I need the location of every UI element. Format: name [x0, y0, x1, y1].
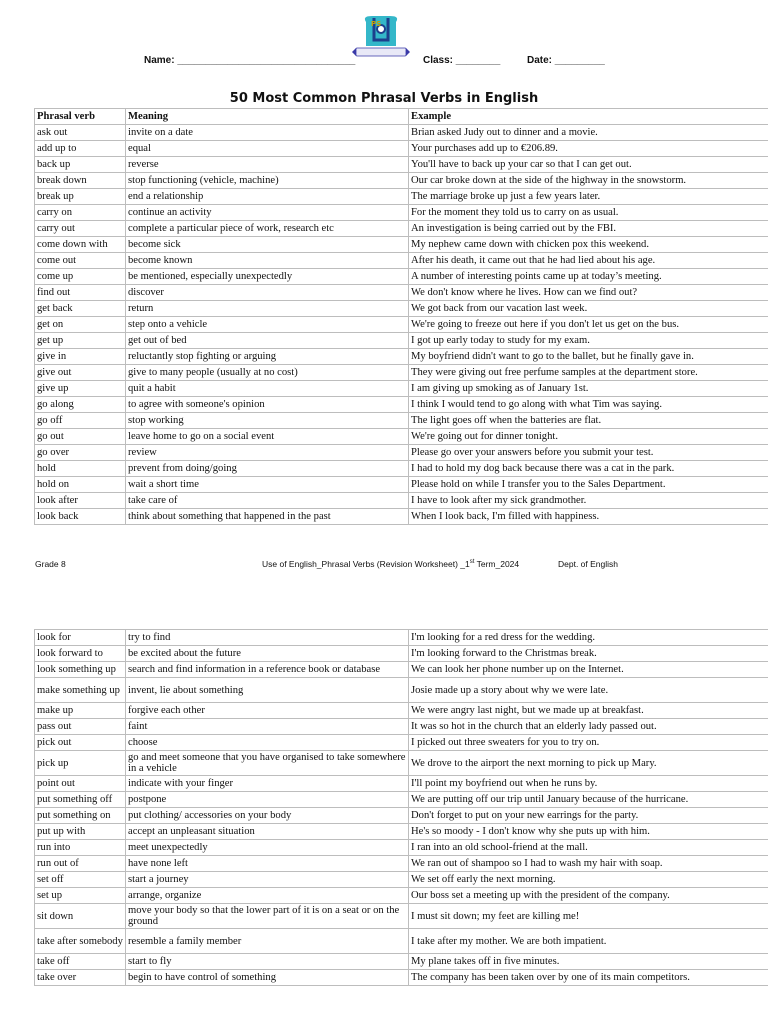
meaning-cell: to agree with someone's opinion: [126, 397, 409, 413]
table-row: [35, 929, 768, 954]
table-row: [35, 461, 768, 477]
table-row: [35, 954, 768, 970]
table-row: [35, 872, 768, 888]
phrasal-verb-cell: make up: [35, 703, 126, 719]
meaning-cell: have none left: [126, 856, 409, 872]
example-cell: We ran out of shampoo so I had to wash my hair with soap.: [409, 856, 768, 872]
table-row: [35, 509, 768, 525]
example-cell: We don't know where he lives. How can we find out?: [409, 285, 768, 301]
table-row: [35, 678, 768, 703]
phrasal-verb-cell: put up with: [35, 824, 126, 840]
example-cell: I picked out three sweaters for you to try on.: [409, 735, 768, 751]
meaning-cell: review: [126, 445, 409, 461]
meaning-cell: get out of bed: [126, 333, 409, 349]
phrasal-verb-cell: break up: [35, 189, 126, 205]
class-field[interactable]: Class: ________: [423, 55, 501, 66]
phrasal-verb-cell: go along: [35, 397, 126, 413]
meaning-cell: be excited about the future: [126, 646, 409, 662]
name-field[interactable]: Name: ________________________________: [144, 55, 356, 66]
table-row: [35, 776, 768, 792]
phrasal-verb-cell: go off: [35, 413, 126, 429]
example-cell: We're going to freeze out here if you don't let us get on the bus.: [409, 317, 768, 333]
meaning-cell: try to find: [126, 630, 409, 646]
phrasal-verb-cell: put something on: [35, 808, 126, 824]
meaning-cell: end a relationship: [126, 189, 409, 205]
example-cell: The light goes off when the batteries are flat.: [409, 413, 768, 429]
example-cell: I am giving up smoking as of January 1st.: [409, 381, 768, 397]
phrasal-verb-cell: pick out: [35, 735, 126, 751]
example-cell: Please hold on while I transfer you to the Sales Department.: [409, 477, 768, 493]
table-row: [35, 349, 768, 365]
table-row: [35, 269, 768, 285]
example-cell: The marriage broke up just a few years later.: [409, 189, 768, 205]
meaning-cell: become known: [126, 253, 409, 269]
svg-text:PS: PS: [371, 20, 382, 28]
phrasal-verb-cell: take off: [35, 954, 126, 970]
phrasal-verb-cell: come down with: [35, 237, 126, 253]
example-cell: We got back from our vacation last week.: [409, 301, 768, 317]
table-row: [35, 333, 768, 349]
meaning-cell: leave home to go on a social event: [126, 429, 409, 445]
example-cell: I must sit down; my feet are killing me!: [409, 904, 768, 929]
phrasal-verb-cell: look after: [35, 493, 126, 509]
footer-course: [262, 559, 519, 569]
table-row: [35, 751, 768, 776]
meaning-cell: indicate with your finger: [126, 776, 409, 792]
meaning-cell: go and meet someone that you have organised to take somewhere in a vehicle: [126, 751, 409, 776]
table-row: [35, 413, 768, 429]
meaning-cell: invent, lie about something: [126, 678, 409, 703]
example-cell: A number of interesting points came up at today’s meeting.: [409, 269, 768, 285]
meaning-cell: think about something that happened in the past: [126, 509, 409, 525]
footer-course-text: Use of English_Phrasal Verbs (Revision Worksheet) _1: [262, 559, 470, 569]
phrasal-verb-cell: set up: [35, 888, 126, 904]
meaning-cell: step onto a vehicle: [126, 317, 409, 333]
school-logo: [352, 12, 410, 58]
example-cell: For the moment they told us to carry on as usual.: [409, 205, 768, 221]
example-cell: We are putting off our trip until January because of the hurricane.: [409, 792, 768, 808]
example-cell: Our car broke down at the side of the highway in the snowstorm.: [409, 173, 768, 189]
table-row: [35, 189, 768, 205]
phrasal-verb-cell: ask out: [35, 125, 126, 141]
meaning-cell: reverse: [126, 157, 409, 173]
table-row: [35, 646, 768, 662]
table-row: [35, 735, 768, 751]
footer-course-sup: st: [469, 559, 475, 566]
table-row: [35, 381, 768, 397]
table-row: [35, 719, 768, 735]
table-row: [35, 173, 768, 189]
table-row: [35, 285, 768, 301]
phrasal-verb-cell: hold: [35, 461, 126, 477]
example-cell: Don't forget to put on your new earrings for the party.: [409, 808, 768, 824]
table-row: [35, 221, 768, 237]
meaning-cell: faint: [126, 719, 409, 735]
meaning-cell: search and find information in a reference book or database: [126, 662, 409, 678]
meaning-cell: equal: [126, 141, 409, 157]
example-cell: I'm looking forward to the Christmas break.: [409, 646, 768, 662]
example-cell: I'm looking for a red dress for the wedding.: [409, 630, 768, 646]
page-footer: [0, 559, 768, 571]
table-row: [35, 888, 768, 904]
meaning-cell: become sick: [126, 237, 409, 253]
meaning-cell: continue an activity: [126, 205, 409, 221]
phrasal-verb-cell: look forward to: [35, 646, 126, 662]
phrasal-verb-cell: look for: [35, 630, 126, 646]
phrasal-verb-cell: sit down: [35, 904, 126, 929]
phrasal-verb-cell: put something off: [35, 792, 126, 808]
meaning-cell: prevent from doing/going: [126, 461, 409, 477]
meaning-cell: start a journey: [126, 872, 409, 888]
example-cell: My nephew came down with chicken pox this weekend.: [409, 237, 768, 253]
phrasal-verb-cell: give in: [35, 349, 126, 365]
meaning-cell: accept an unpleasant situation: [126, 824, 409, 840]
table-row: [35, 429, 768, 445]
meaning-cell: reluctantly stop fighting or arguing: [126, 349, 409, 365]
phrasal-verb-cell: pick up: [35, 751, 126, 776]
meaning-cell: postpone: [126, 792, 409, 808]
example-cell: They were giving out free perfume samples at the department store.: [409, 365, 768, 381]
example-cell: You'll have to back up your car so that I can get out.: [409, 157, 768, 173]
column-header-example: Example: [409, 109, 768, 125]
worksheet-title: 50 Most Common Phrasal Verbs in English: [229, 91, 539, 106]
meaning-cell: stop functioning (vehicle, machine): [126, 173, 409, 189]
footer-course-term: Term_2024: [474, 559, 520, 569]
table-row: [35, 477, 768, 493]
meaning-cell: wait a short time: [126, 477, 409, 493]
meaning-cell: stop working: [126, 413, 409, 429]
column-header-meaning: Meaning: [126, 109, 409, 125]
phrasal-verb-cell: get on: [35, 317, 126, 333]
meaning-cell: meet unexpectedly: [126, 840, 409, 856]
table-row: [35, 856, 768, 872]
student-info-row: [0, 55, 768, 69]
meaning-cell: forgive each other: [126, 703, 409, 719]
phrasal-verb-cell: break down: [35, 173, 126, 189]
table-row: [35, 205, 768, 221]
phrasal-verb-cell: give up: [35, 381, 126, 397]
footer-department: Dept. of English: [558, 559, 619, 569]
phrasal-verb-cell: give out: [35, 365, 126, 381]
example-cell: I'll point my boyfriend out when he runs by.: [409, 776, 768, 792]
table-row: [35, 662, 768, 678]
phrasal-verb-cell: take over: [35, 970, 126, 986]
example-cell: Brian asked Judy out to dinner and a movie.: [409, 125, 768, 141]
meaning-cell: start to fly: [126, 954, 409, 970]
meaning-cell: put clothing/ accessories on your body: [126, 808, 409, 824]
table-row: [35, 630, 768, 646]
example-cell: My boyfriend didn't want to go to the ballet, but he finally gave in.: [409, 349, 768, 365]
phrasal-verb-cell: come out: [35, 253, 126, 269]
table-row: [35, 904, 768, 929]
example-cell: I take after my mother. We are both impatient.: [409, 929, 768, 954]
example-cell: We can look her phone number up on the Internet.: [409, 662, 768, 678]
example-cell: He's so moody - I don't know why she puts up with him.: [409, 824, 768, 840]
phrasal-verb-cell: run into: [35, 840, 126, 856]
example-cell: I think I would tend to go along with what Tim was saying.: [409, 397, 768, 413]
example-cell: I have to look after my sick grandmother.: [409, 493, 768, 509]
phrasal-verb-cell: go over: [35, 445, 126, 461]
table-row: [35, 703, 768, 719]
table-row: [35, 253, 768, 269]
phrasal-verb-cell: run out of: [35, 856, 126, 872]
table-row: [35, 157, 768, 173]
meaning-cell: quit a habit: [126, 381, 409, 397]
example-cell: It was so hot in the church that an elderly lady passed out.: [409, 719, 768, 735]
column-header-phrasal-verb: Phrasal verb: [35, 109, 126, 125]
phrasal-verb-cell: make something up: [35, 678, 126, 703]
meaning-cell: take care of: [126, 493, 409, 509]
example-cell: Your purchases add up to €206.89.: [409, 141, 768, 157]
table-row: [35, 493, 768, 509]
table-row: [35, 237, 768, 253]
example-cell: I got up early today to study for my exam.: [409, 333, 768, 349]
example-cell: Josie made up a story about why we were late.: [409, 678, 768, 703]
phrasal-verb-cell: set off: [35, 872, 126, 888]
table-row: [35, 365, 768, 381]
meaning-cell: resemble a family member: [126, 929, 409, 954]
meaning-cell: be mentioned, especially unexpectedly: [126, 269, 409, 285]
meaning-cell: begin to have control of something: [126, 970, 409, 986]
phrasal-verb-cell: take after somebody: [35, 929, 126, 954]
table-row: [35, 445, 768, 461]
phrasal-verb-cell: carry on: [35, 205, 126, 221]
example-cell: We were angry last night, but we made up at breakfast.: [409, 703, 768, 719]
table-row: [35, 301, 768, 317]
phrasal-verb-cell: look something up: [35, 662, 126, 678]
table-row: [35, 792, 768, 808]
example-cell: I had to hold my dog back because there was a cat in the park.: [409, 461, 768, 477]
meaning-cell: complete a particular piece of work, research etc: [126, 221, 409, 237]
table-header-row: [35, 109, 768, 125]
phrasal-verb-cell: go out: [35, 429, 126, 445]
meaning-cell: invite on a date: [126, 125, 409, 141]
meaning-cell: arrange, organize: [126, 888, 409, 904]
example-cell: We set off early the next morning.: [409, 872, 768, 888]
phrasal-verb-cell: add up to: [35, 141, 126, 157]
meaning-cell: return: [126, 301, 409, 317]
footer-grade: Grade 8: [35, 559, 66, 569]
phrasal-verb-cell: get up: [35, 333, 126, 349]
phrasal-verbs-table-page2: [34, 629, 768, 986]
phrasal-verb-cell: back up: [35, 157, 126, 173]
phrasal-verb-cell: hold on: [35, 477, 126, 493]
date-field[interactable]: Date: _________: [527, 55, 605, 66]
table-row: [35, 317, 768, 333]
table-row: [35, 397, 768, 413]
example-cell: After his death, it came out that he had lied about his age.: [409, 253, 768, 269]
example-cell: We're going out for dinner tonight.: [409, 429, 768, 445]
example-cell: An investigation is being carried out by the FBI.: [409, 221, 768, 237]
example-cell: When I look back, I'm filled with happiness.: [409, 509, 768, 525]
example-cell: We drove to the airport the next morning to pick up Mary.: [409, 751, 768, 776]
phrasal-verb-cell: get back: [35, 301, 126, 317]
meaning-cell: choose: [126, 735, 409, 751]
phrasal-verb-cell: pass out: [35, 719, 126, 735]
phrasal-verb-cell: carry out: [35, 221, 126, 237]
example-cell: I ran into an old school-friend at the mall.: [409, 840, 768, 856]
example-cell: The company has been taken over by one of its main competitors.: [409, 970, 768, 986]
example-cell: My plane takes off in five minutes.: [409, 954, 768, 970]
phrasal-verb-cell: come up: [35, 269, 126, 285]
phrasal-verb-cell: point out: [35, 776, 126, 792]
table-row: [35, 840, 768, 856]
meaning-cell: discover: [126, 285, 409, 301]
example-cell: Please go over your answers before you submit your test.: [409, 445, 768, 461]
phrasal-verbs-table-page1: [34, 108, 768, 525]
table-row: [35, 808, 768, 824]
example-cell: Our boss set a meeting up with the president of the company.: [409, 888, 768, 904]
table-row: [35, 970, 768, 986]
table-row: [35, 824, 768, 840]
meaning-cell: give to many people (usually at no cost): [126, 365, 409, 381]
table-row: [35, 141, 768, 157]
phrasal-verb-cell: look back: [35, 509, 126, 525]
meaning-cell: move your body so that the lower part of it is on a seat or on the ground: [126, 904, 409, 929]
table-row: [35, 125, 768, 141]
phrasal-verb-cell: find out: [35, 285, 126, 301]
